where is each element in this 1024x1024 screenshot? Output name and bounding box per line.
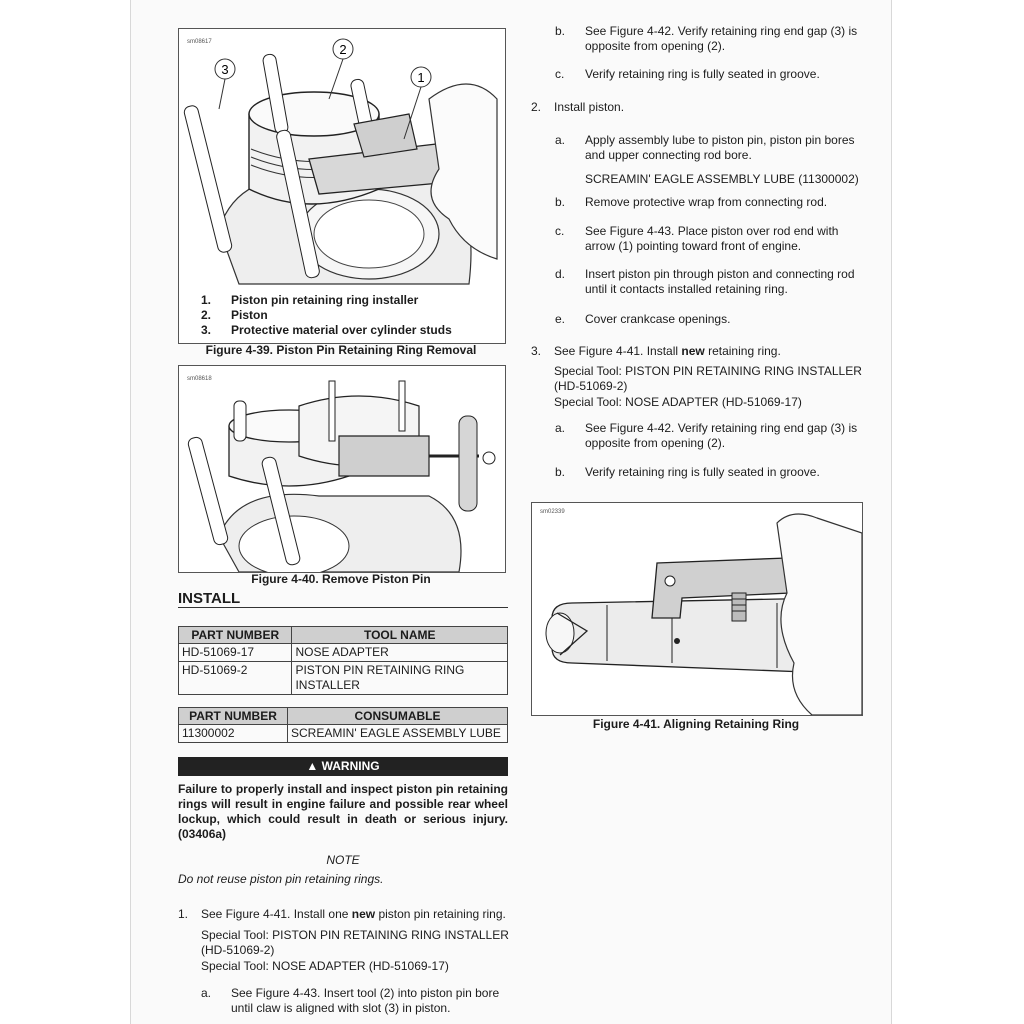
figure-id: sm02339: [540, 509, 565, 515]
special-tool: Special Tool: NOSE ADAPTER (HD-51069-17): [554, 395, 802, 409]
callout-2: 2: [339, 42, 347, 57]
figure-caption: Figure 4-39. Piston Pin Retaining Ring Removal: [205, 343, 477, 357]
heading-rule: [178, 607, 508, 608]
table-cell: SCREAMIN' EAGLE ASSEMBLY LUBE: [288, 725, 508, 743]
figure-4-41: [531, 502, 863, 716]
table-row: [179, 662, 508, 695]
column-header: CONSUMABLE: [288, 708, 508, 725]
consumables-table: [178, 707, 508, 743]
legend-item: 1. Piston pin retaining ring installer: [201, 293, 419, 307]
callout-3: 3: [221, 62, 229, 77]
table-row: [179, 725, 508, 743]
column-header: PART NUMBER: [179, 627, 292, 644]
remove-piston-pin-illustration: [179, 366, 505, 572]
table-cell: HD-51069-2: [179, 662, 292, 695]
figure-caption: Figure 4-41. Aligning Retaining Ring: [592, 717, 800, 731]
table-cell: PISTON PIN RETAINING RING INSTALLER: [292, 662, 508, 695]
special-tool: Special Tool: PISTON PIN RETAINING RING INSTALLER (HD-51069-2): [201, 928, 509, 957]
tools-table: [178, 626, 508, 695]
consumable-ref: SCREAMIN' EAGLE ASSEMBLY LUBE (11300002): [585, 172, 859, 186]
piston-ring-removal-illustration: [179, 29, 505, 289]
column-header: PART NUMBER: [179, 708, 288, 725]
figure-legend: [201, 293, 452, 338]
special-tool: Special Tool: PISTON PIN RETAINING RING INSTALLER (HD-51069-2): [554, 364, 862, 393]
column-header: TOOL NAME: [292, 627, 508, 644]
table-row: [179, 644, 508, 662]
warning-banner: ▲ WARNING: [178, 757, 508, 776]
special-tool: Special Tool: NOSE ADAPTER (HD-51069-17): [201, 959, 449, 973]
figure-id: sm08618: [187, 376, 212, 382]
section-heading: INSTALL: [178, 590, 241, 607]
warning-text: Failure to properly install and inspect piston pin retaining rings will result in engine failure and possible rear wheel lockup, which could result in death or serious injury. (03406a): [178, 782, 508, 841]
table-cell: 11300002: [179, 725, 288, 743]
table-cell: HD-51069-17: [179, 644, 292, 662]
aligning-retaining-ring-illustration: [532, 503, 862, 715]
legend-item: 2. Piston: [201, 308, 268, 322]
figure-4-39: [178, 28, 506, 344]
note-text: Do not reuse piston pin retaining rings.: [178, 872, 384, 886]
figure-caption: Figure 4-40. Remove Piston Pin: [251, 572, 431, 586]
figure-4-40: [178, 365, 506, 573]
note-title: NOTE: [326, 853, 360, 867]
table-cell: NOSE ADAPTER: [292, 644, 508, 662]
figure-id: sm08617: [187, 39, 212, 45]
callout-1: 1: [417, 70, 425, 85]
legend-item: 3. Protective material over cylinder studs: [201, 323, 452, 337]
manual-page: sm08617 3 2 1 1. Piston pin retaining ring installer 2. Piston 3. Protective material over cylinder studs Figure 4-39. Piston Pin Retaining Ring Removal sm08618 Figure 4-40. Remove Piston Pin INSTALL PART NUMBER TOOL NAME HD-51069-17 NOSE ADAPTER HD-51069-2 PISTON PIN RETAINING RING INSTALLER PART NUMBER CONSUMABLE 11300002 SCREAMIN' EAGLE ASSEMBLY LUBE ▲ WARNING Failure to properly install and inspect piston pin retaining rings will result in engine failure and possible rear wheel lockup, which could result in death or serious injury. (03406a) NOTE Do not reuse piston pin retaining rings. 1. See Figure 4-41. Install one new piston pin retaining ring. Special Tool: PISTON PIN RETAINING RING INSTALLER (HD-51069-2) Special Tool: NOSE ADAPTER (HD-51069-17) a. See Figure 4-43. Insert tool (2) into piston pin bore until claw is aligned with slot (3) in piston. b. See Figure 4-42. Verify retaining ring end gap (3) is opposite from opening (2). c. Verify retaining ring is fully seated in groove. 2. Install piston. a. Apply assembly lube to piston pin, piston pin bores and upper connecting rod bore. SCREAMIN' EAGLE ASSEMBLY LUBE (11300002) b. Remove protective wrap from connecting rod. c. See Figure 4-43. Place piston over rod end with arrow (1) pointing toward front of engine. d. Insert piston pin through piston and connecting rod until it contacts installed retaining ring. e. Cover crankcase openings. 3. See Figure 4-41. Install new retaining ring. Special Tool: PISTON PIN RETAINING RING INSTALLER (HD-51069-2) Special Tool: NOSE ADAPTER (HD-51069-17) a. See Figure 4-42. Verify retaining ring end gap (3) is opposite from opening (2). b. Verify retaining ring is fully seated in groove. sm02339 Figure 4-41. Aligning Retaining Ring: [130, 0, 892, 1024]
